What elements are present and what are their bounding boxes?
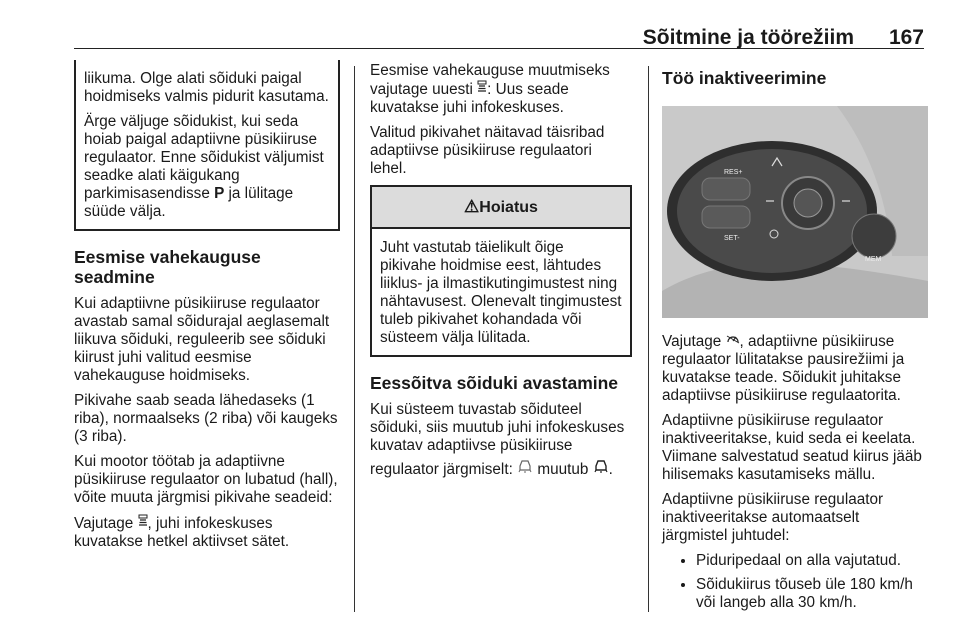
column-divider — [354, 66, 355, 612]
set-label: SET- — [724, 235, 740, 242]
paragraph: Pikivahe saab seada lähedaseks (1 riba), normaalseks (2 riba) või kaugeks (3 riba). — [74, 392, 338, 445]
section-heading: Eesmise vahekauguse seadmine — [74, 247, 261, 287]
header-rule — [74, 48, 924, 49]
list-item: • Piduripedaal on alla vajutatud. — [696, 552, 928, 570]
column-right — [662, 62, 928, 618]
list-item: • Sõidukiirus tõuseb üle 180 km/h või langeb alla 30 km/h. — [696, 576, 928, 612]
warning-header — [372, 187, 630, 229]
paragraph: Vajutage , adaptiivne püsikiiruse regulaator lülitatakse pausirežiimi ja kuvatakse teade. Sõidukit juhitakse adaptiivse püsikiiruse regulaatorita. — [662, 333, 905, 404]
res-label: RES+ — [724, 169, 743, 176]
warning-title: Hoiatus — [479, 199, 538, 216]
column-divider — [648, 66, 649, 612]
section-heading: Töö inaktiveerimine — [662, 68, 827, 88]
warning-box — [370, 185, 632, 357]
paragraph: regulaator järgmiselt: muutub . — [370, 461, 613, 478]
paragraph: Kui adaptiivne püsikiiruse regulaator avastab samal sõidurajal aeglasemalt liikuva sõiduki, reguleerib see sõiduki kiirust juhi valitud eesmise vahekauguse hoidmiseks. — [74, 295, 330, 384]
page-header — [74, 26, 924, 48]
paragraph: Eesmise vahekauguse muutmiseks vajutage uuesti : Uus seade kuvatakse juhi infokeskuses. — [370, 62, 610, 116]
paragraph: Vajutage , juhi infokeskuses kuvatakse hetkel aktiivset sätet. — [74, 515, 290, 550]
park-position-label: P — [214, 185, 225, 202]
bullet-list — [662, 552, 928, 612]
paragraph: Valitud pikivahet näitavad täisribad adaptiivse püsikiiruse regulaatori lehel. — [370, 124, 605, 177]
paragraph: liikuma. Olge alati sõiduki paigal hoidmiseks valmis pidurit kasutama. — [84, 70, 329, 105]
warning-body: Juht vastutab täielikult õige pikivahe hoidmise eest, lähtudes liiklus- ja ilmastikutingimustest ning nähtavusest. Olenevalt tingimustest tuleb pikivahet kohandada või süsteem välja lülitada. — [380, 239, 622, 346]
warning-continuation-box — [74, 60, 340, 231]
chapter-title: Sõitmine ja töörežiim — [642, 26, 854, 49]
cruise-pause-icon — [726, 332, 740, 350]
paragraph: Ärge väljuge sõidukist, kui seda hoiab paigal adaptiivne püsikiiruse regulaator. Enne sõidukist väljumist seadke alati käigukang parkimisasendisse P ja lülitage süüde välja. — [84, 113, 324, 220]
page-number: 167 — [888, 26, 924, 49]
steering-wheel-controls-illustration — [662, 106, 928, 318]
paragraph: Adaptiivne püsikiiruse regulaator inaktiveeritakse, kuid seda ei keelata. Viimane salvestatud seatud kiirus jääb hilisemaks kasutamiseks mällu. — [662, 412, 922, 483]
acc-vehicle-grey-icon — [517, 459, 533, 478]
gap-setting-icon — [477, 80, 487, 98]
column-middle — [370, 62, 632, 486]
mem-label: MEM — [865, 256, 882, 263]
paragraph: Kui süsteem tuvastab sõiduteel sõiduki, siis muutub juhi infokeskuses kuvatav adaptiivse püsikiiruse — [370, 401, 625, 454]
gap-setting-icon — [138, 514, 148, 532]
acc-vehicle-detected-icon — [593, 459, 609, 478]
warning-triangle-icon: ⚠ — [464, 197, 480, 216]
section-heading: Eessõitva sõiduki avastamine — [370, 373, 619, 393]
paragraph: Kui mootor töötab ja adaptiivne püsikiiruse regulaator on lubatud (hall), võite muuta järgmisi pikivahe seadeid: — [74, 453, 338, 506]
paragraph: Adaptiivne püsikiiruse regulaator inaktiveeritakse automaatselt järgmistel juhtudel: — [662, 491, 884, 544]
column-left — [74, 62, 340, 558]
